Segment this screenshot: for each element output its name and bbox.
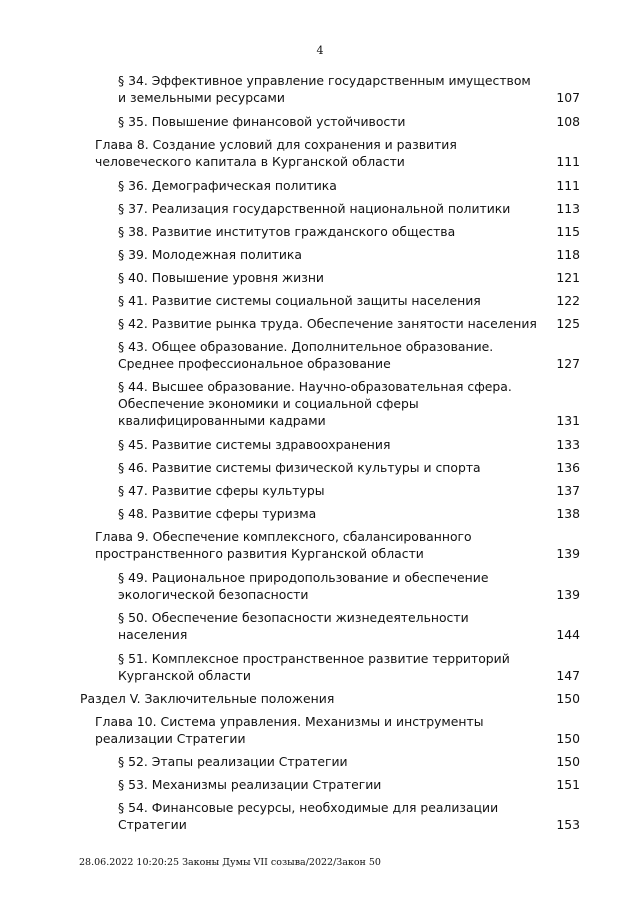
toc-entry-page: 115 (556, 224, 580, 239)
toc-entry-page: 150 (556, 754, 580, 769)
toc-chapter (95, 136, 580, 170)
toc-entry (118, 338, 580, 372)
toc-entry (118, 436, 580, 453)
toc-entry (118, 505, 580, 522)
toc-entry (118, 223, 580, 240)
toc-entry (118, 776, 580, 793)
toc-entry-page: 131 (556, 413, 580, 428)
toc-entry (118, 292, 580, 309)
toc-entry-page: 151 (556, 777, 580, 792)
toc-entry-title: § 51. Комплексное пространственное развитие территорий Курганской области (118, 651, 510, 683)
toc-entry-title: § 35. Повышение финансовой устойчивости (118, 114, 406, 129)
toc-entry (118, 650, 580, 684)
toc-entry-page: 138 (556, 506, 580, 521)
toc-entry (118, 459, 580, 476)
toc-entry-title: § 36. Демографическая политика (118, 178, 337, 193)
toc-section (80, 690, 580, 707)
toc-entry-page: 118 (556, 247, 580, 262)
toc-entry-title: Глава 10. Система управления. Механизмы и инструменты реализации Стратегии (95, 714, 484, 746)
toc-chapter (95, 713, 580, 747)
toc-entry-title: § 44. Высшее образование. Научно-образовательная сфера. Обеспечение экономики и социальной сферы квалифицированными кадрами (118, 379, 512, 428)
toc-entry (118, 246, 580, 263)
toc-entry-page: 127 (556, 356, 580, 371)
toc-entry-page: 137 (556, 483, 580, 498)
toc-entry-page: 121 (556, 270, 580, 285)
toc-entry-page: 136 (556, 460, 580, 475)
toc-entry (118, 569, 580, 603)
toc-entry-page: 150 (556, 731, 580, 746)
toc-entry (118, 753, 580, 770)
toc-entry-title: § 50. Обеспечение безопасности жизнедеятельности населения (118, 610, 469, 642)
document-footer: 28.06.2022 10:20:25 Законы Думы VII созыва/2022/Закон 50 (79, 857, 381, 868)
toc-entry-page: 111 (556, 178, 580, 193)
toc-entry-page: 153 (556, 817, 580, 832)
toc-entry-page: 111 (556, 154, 580, 169)
page-number: 4 (316, 44, 324, 57)
toc-entry-title: § 53. Механизмы реализации Стратегии (118, 777, 382, 792)
toc-entry-title: § 48. Развитие сферы туризма (118, 506, 317, 521)
toc-entry-title: § 42. Развитие рынка труда. Обеспечение занятости населения (118, 316, 537, 331)
toc-entry (118, 113, 580, 130)
toc-entry-title: § 38. Развитие институтов гражданского общества (118, 224, 456, 239)
toc-entry-title: § 47. Развитие сферы культуры (118, 483, 325, 498)
toc-entry-page: 122 (556, 293, 580, 308)
toc-entry (118, 177, 580, 194)
toc-entry (118, 269, 580, 286)
toc-entry-title: Раздел V. Заключительные положения (80, 691, 335, 706)
toc-entry-page: 144 (556, 627, 580, 642)
toc-entry (118, 482, 580, 499)
toc-entry-title: § 40. Повышение уровня жизни (118, 270, 324, 285)
toc-entry-title: § 52. Этапы реализации Стратегии (118, 754, 348, 769)
toc-entry-page: 147 (556, 668, 580, 683)
toc-entry-title: § 49. Рациональное природопользование и обеспечение экологической безопасности (118, 570, 489, 602)
toc-entry (118, 72, 580, 106)
toc-entry-title: § 46. Развитие системы физической культуры и спорта (118, 460, 481, 475)
toc-entry (118, 200, 580, 217)
toc-entry-page: 108 (556, 114, 580, 129)
toc-entry (118, 378, 580, 429)
toc-entry-title: § 37. Реализация государственной национальной политики (118, 201, 511, 216)
toc-entry-title: Глава 8. Создание условий для сохранения и развития человеческого капитала в Курганской области (95, 137, 457, 169)
toc-entry-title: § 41. Развитие системы социальной защиты населения (118, 293, 481, 308)
toc-entry-page: 150 (556, 691, 580, 706)
toc-entry-title: § 34. Эффективное управление государственным имуществом и земельными ресурсами (118, 73, 531, 105)
toc-entry-page: 133 (556, 437, 580, 452)
toc-entry-page: 113 (556, 201, 580, 216)
toc-entry-title: § 54. Финансовые ресурсы, необходимые для реализации Стратегии (118, 800, 499, 832)
toc-entry-title: § 45. Развитие системы здравоохранения (118, 437, 391, 452)
toc-entry-page: 125 (556, 316, 580, 331)
toc-entry (118, 799, 580, 833)
toc-entry (118, 609, 580, 643)
toc-entry-title: § 43. Общее образование. Дополнительное образование. Среднее профессиональное образование (118, 339, 494, 371)
toc-entry-page: 107 (556, 90, 580, 105)
toc-entry (118, 315, 580, 332)
toc-entry-page: 139 (556, 546, 580, 561)
toc-entry-title: § 39. Молодежная политика (118, 247, 302, 262)
toc-entry-title: Глава 9. Обеспечение комплексного, сбалансированного пространственного развития Курганской области (95, 529, 472, 561)
toc-entry-page: 139 (556, 587, 580, 602)
toc-chapter (95, 528, 580, 562)
